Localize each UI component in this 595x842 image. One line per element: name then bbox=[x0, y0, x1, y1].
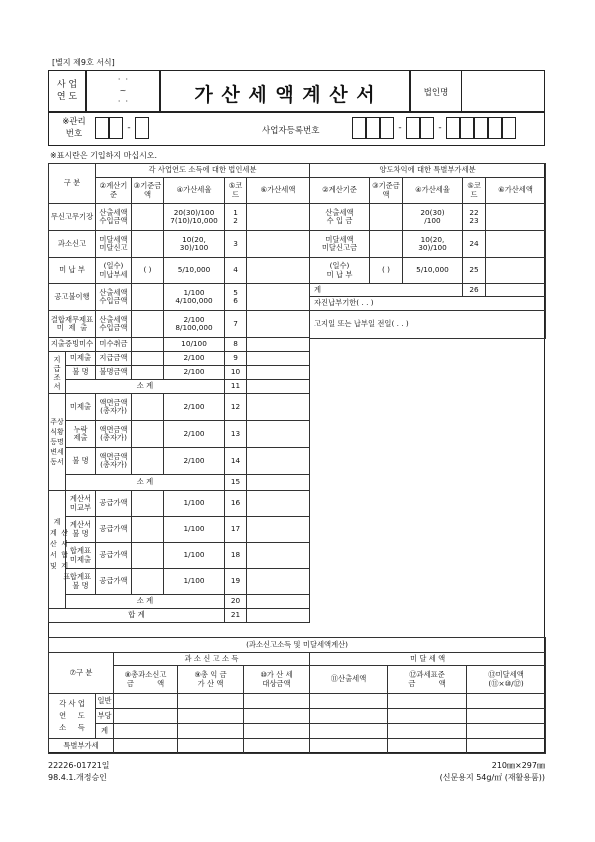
group-payment-statement: 지 급 조 서 bbox=[49, 352, 66, 394]
table-cell: 계산서 미교부 bbox=[66, 491, 96, 517]
input-cell[interactable] bbox=[388, 739, 467, 754]
table-cell: 2/100 bbox=[164, 421, 225, 448]
table-cell: ⑬미달세액 (⑪×⑩/⑫) bbox=[467, 666, 546, 694]
input-cell[interactable] bbox=[486, 284, 546, 297]
table-cell: 공급가액 bbox=[96, 543, 132, 569]
table-cell: 3 bbox=[225, 231, 247, 258]
table-cell: 미제출 bbox=[66, 352, 96, 366]
table-cell: ④가산세율 bbox=[403, 178, 463, 204]
input-cell[interactable] bbox=[132, 491, 164, 517]
table-cell: ⑫과세표준 금 액 bbox=[388, 666, 467, 694]
table-cell: ⑩가 산 세 대상금액 bbox=[244, 666, 310, 694]
input-cell[interactable] bbox=[247, 231, 310, 258]
table-cell: 공급가액 bbox=[96, 517, 132, 543]
input-cell[interactable] bbox=[178, 709, 244, 724]
table-cell: 20(30)/100 7(10)/10,000 bbox=[164, 204, 225, 231]
group-invoice: 계 계 산 산 서 서 합 및 계 표 bbox=[49, 491, 66, 609]
table-cell: 10/100 bbox=[164, 338, 225, 352]
table-cell: 5/10,000 bbox=[164, 258, 225, 284]
col-tax: ⑥가산세액 bbox=[247, 178, 310, 204]
table-row bbox=[49, 284, 310, 311]
input-cell[interactable] bbox=[486, 258, 546, 284]
input-cell[interactable] bbox=[247, 284, 310, 311]
table-cell: 20(30) /100 bbox=[403, 204, 463, 231]
input-cell[interactable] bbox=[114, 724, 178, 739]
input-cell[interactable] bbox=[244, 694, 310, 709]
table-cell: 4 bbox=[225, 258, 247, 284]
input-cell[interactable] bbox=[247, 475, 310, 491]
table-row bbox=[49, 739, 546, 754]
table-cell: (일수) 미납부세 bbox=[96, 258, 132, 284]
notice-date[interactable]: 고지일 또는 납부일 전일( . . ) bbox=[310, 311, 546, 339]
table-cell: 누락 제출 bbox=[66, 421, 96, 448]
input-cell[interactable] bbox=[247, 517, 310, 543]
table-cell: 14 bbox=[225, 448, 247, 475]
year-value-field[interactable]: · · ~ · · bbox=[117, 75, 129, 106]
paper-size: 210㎜×297㎜ bbox=[491, 761, 545, 770]
special-surtax-table bbox=[309, 163, 546, 339]
table-row bbox=[49, 517, 310, 543]
table-cell: 공급가액 bbox=[96, 491, 132, 517]
table-cell: 소 계 bbox=[66, 595, 225, 609]
bottom-title: (과소신고소득 및 미달세액계산) bbox=[49, 638, 546, 653]
table-cell: 10(20, 30)/100 bbox=[403, 231, 463, 258]
table-cell: 미 납 부 bbox=[49, 258, 96, 284]
table-cell: ③기준금액 bbox=[370, 178, 403, 204]
input-cell[interactable] bbox=[244, 724, 310, 739]
table-row bbox=[49, 204, 310, 231]
input-cell[interactable] bbox=[132, 543, 164, 569]
col-rate: ④가산세율 bbox=[164, 178, 225, 204]
input-cell[interactable] bbox=[132, 366, 164, 380]
input-cell[interactable] bbox=[247, 569, 310, 595]
table-cell: 25 bbox=[463, 258, 486, 284]
input-cell[interactable] bbox=[247, 609, 310, 623]
input-cell[interactable] bbox=[247, 595, 310, 609]
table-row bbox=[49, 231, 310, 258]
form-code: 22226-01721일 98.4.1.개정승인 bbox=[48, 761, 110, 782]
table-cell: 산출세액 수입금액 bbox=[96, 311, 132, 338]
input-cell[interactable] bbox=[244, 709, 310, 724]
table-cell: 불 명 bbox=[66, 366, 96, 380]
table-cell: 13 bbox=[225, 421, 247, 448]
table-cell: 1 2 bbox=[225, 204, 247, 231]
table-row bbox=[49, 338, 310, 352]
input-cell[interactable] bbox=[486, 231, 546, 258]
input-cell[interactable] bbox=[370, 204, 403, 231]
table-cell: 계 bbox=[310, 284, 463, 297]
table-cell: 미수취금 bbox=[96, 338, 132, 352]
input-cell[interactable] bbox=[132, 394, 164, 421]
input-cell[interactable] bbox=[247, 204, 310, 231]
table-cell: 8 bbox=[225, 338, 247, 352]
table-cell: 부당 bbox=[96, 709, 114, 724]
input-cell[interactable] bbox=[132, 448, 164, 475]
form-label: [별지 제9호 서식] bbox=[52, 58, 115, 67]
table-row bbox=[49, 569, 310, 595]
input-cell[interactable] bbox=[178, 694, 244, 709]
table-cell: 7 bbox=[225, 311, 247, 338]
page-title: 가 산 세 액 계 산 서 bbox=[194, 84, 376, 106]
table-cell: ⑥가산세액 bbox=[486, 178, 546, 204]
table-cell: 2/100 bbox=[164, 352, 225, 366]
table-row bbox=[49, 448, 310, 475]
table-cell: 공고불이행 bbox=[49, 284, 96, 311]
table-cell: 1/100 bbox=[164, 569, 225, 595]
table-row-total bbox=[49, 609, 310, 623]
table-row bbox=[49, 724, 546, 739]
table-row bbox=[49, 366, 310, 380]
table-row bbox=[49, 352, 310, 366]
table-cell: 과소신고 bbox=[49, 231, 96, 258]
input-cell[interactable] bbox=[132, 517, 164, 543]
input-cell[interactable] bbox=[247, 448, 310, 475]
table-cell: 10(20, 30)/100 bbox=[164, 231, 225, 258]
table-cell: 12 bbox=[225, 394, 247, 421]
table-row bbox=[310, 258, 546, 284]
table-cell: 미 달 세 액 bbox=[310, 653, 546, 666]
input-cell[interactable] bbox=[370, 231, 403, 258]
input-cell[interactable] bbox=[247, 338, 310, 352]
table-cell: 합계표 불 명 bbox=[66, 569, 96, 595]
input-cell[interactable] bbox=[247, 352, 310, 366]
table-cell: 합 계 bbox=[49, 609, 225, 623]
table-cell: 특별부가세 bbox=[49, 739, 114, 754]
table-cell: 19 bbox=[225, 569, 247, 595]
table-cell: 2/100 8/100,000 bbox=[164, 311, 225, 338]
table-cell: ⑧총과소신고 금 액 bbox=[114, 666, 178, 694]
paper-spec: (신문용지 54g/㎡ (재활용품)) bbox=[439, 773, 545, 782]
table-cell: 산출세액 수 입 금 bbox=[310, 204, 370, 231]
input-cell[interactable] bbox=[310, 724, 388, 739]
input-cell[interactable] bbox=[467, 694, 546, 709]
table-cell: 지급금액 bbox=[96, 352, 132, 366]
table-cell: 1/100 bbox=[164, 517, 225, 543]
table-cell: 계 bbox=[96, 724, 114, 739]
table-row bbox=[49, 709, 546, 724]
input-cell[interactable] bbox=[132, 569, 164, 595]
input-cell[interactable] bbox=[247, 311, 310, 338]
input-cell[interactable] bbox=[467, 739, 546, 754]
input-cell[interactable] bbox=[247, 366, 310, 380]
table-cell: 소 계 bbox=[66, 475, 225, 491]
table-cell: 미달세액 미달신고 bbox=[96, 231, 132, 258]
table-cell: 2/100 bbox=[164, 448, 225, 475]
input-cell[interactable] bbox=[310, 694, 388, 709]
input-cell[interactable] bbox=[247, 394, 310, 421]
input-cell[interactable] bbox=[247, 543, 310, 569]
table-cell: 26 bbox=[463, 284, 486, 297]
table-cell: 22 23 bbox=[463, 204, 486, 231]
input-cell[interactable] bbox=[132, 231, 164, 258]
input-cell[interactable]: ( ) bbox=[370, 258, 403, 284]
input-cell[interactable] bbox=[132, 204, 164, 231]
table-cell: 산출세액 수입금액 bbox=[96, 204, 132, 231]
table-cell: 10 bbox=[225, 366, 247, 380]
table-cell: ⑪산출세액 bbox=[310, 666, 388, 694]
input-cell[interactable] bbox=[310, 739, 388, 754]
table-cell: 9 bbox=[225, 352, 247, 366]
table-cell: 16 bbox=[225, 491, 247, 517]
table-row bbox=[49, 491, 310, 517]
table-cell: 과 소 신 고 소 득 bbox=[114, 653, 310, 666]
col-base: ②계산기준 bbox=[96, 178, 132, 204]
corporate-tax-table bbox=[48, 163, 310, 623]
table-cell: 11 bbox=[225, 380, 247, 394]
input-cell[interactable] bbox=[486, 204, 546, 231]
biz-reg-label: 사업자등록번호 bbox=[262, 126, 320, 136]
table-cell: 18 bbox=[225, 543, 247, 569]
table-cell: 공급가액 bbox=[96, 569, 132, 595]
table-row bbox=[310, 204, 546, 231]
table-row bbox=[49, 694, 546, 709]
table-cell: ⑦구 분 bbox=[49, 653, 114, 694]
table-row bbox=[49, 421, 310, 448]
input-cell[interactable]: ( ) bbox=[132, 258, 164, 284]
table-cell: ⑨총 익 금 가 산 액 bbox=[178, 666, 244, 694]
col-gubun: 구 분 bbox=[49, 164, 96, 204]
table-cell: 1/100 4/100,000 bbox=[164, 284, 225, 311]
table-cell: 2/100 bbox=[164, 366, 225, 380]
biz-reg-field[interactable]: - - bbox=[352, 117, 516, 139]
table-cell: 5 6 bbox=[225, 284, 247, 311]
instruction-note: ※표시란은 기입하지 마십시오. bbox=[50, 151, 158, 160]
table-cell: 결합재무제표 미 제 출 bbox=[49, 311, 96, 338]
table-row bbox=[49, 475, 310, 491]
table-cell: 액면금액 (총자가) bbox=[96, 421, 132, 448]
input-cell[interactable] bbox=[247, 380, 310, 394]
table-cell: 5/10,000 bbox=[403, 258, 463, 284]
self-payment-due[interactable]: 자진납부기한( . . ) bbox=[310, 297, 546, 311]
input-cell[interactable] bbox=[388, 724, 467, 739]
input-cell[interactable] bbox=[388, 694, 467, 709]
table-row bbox=[49, 394, 310, 421]
input-cell[interactable] bbox=[132, 311, 164, 338]
table-cell: (일수) 미 납 부 bbox=[310, 258, 370, 284]
input-cell[interactable] bbox=[114, 694, 178, 709]
table-cell: 1/100 bbox=[164, 491, 225, 517]
mgmt-number-label: ※관리 번호 bbox=[62, 117, 86, 139]
input-cell[interactable] bbox=[114, 709, 178, 724]
table-cell: 불명금액 bbox=[96, 366, 132, 380]
table-cell: 15 bbox=[225, 475, 247, 491]
table-row bbox=[49, 543, 310, 569]
table-cell: 21 bbox=[225, 609, 247, 623]
input-cell[interactable] bbox=[247, 421, 310, 448]
left-section-title: 각 사업연도 소득에 대한 법인세분 bbox=[96, 164, 310, 178]
table-cell: ⑤코드 bbox=[463, 178, 486, 204]
input-cell[interactable] bbox=[247, 258, 310, 284]
underreport-calc-table bbox=[48, 637, 546, 754]
input-cell[interactable] bbox=[244, 739, 310, 754]
input-cell[interactable] bbox=[310, 709, 388, 724]
corp-name-label: 법인명 bbox=[423, 88, 449, 98]
table-row bbox=[49, 258, 310, 284]
table-cell: 각 사 업 연 도 소 득 bbox=[49, 694, 96, 739]
corp-name-field[interactable] bbox=[462, 70, 545, 112]
table-cell: 합계표 미제출 bbox=[66, 543, 96, 569]
table-cell: 17 bbox=[225, 517, 247, 543]
input-cell[interactable] bbox=[132, 421, 164, 448]
table-row bbox=[49, 311, 310, 338]
input-cell[interactable] bbox=[132, 338, 164, 352]
table-cell: 미제출 bbox=[66, 394, 96, 421]
input-cell[interactable] bbox=[388, 709, 467, 724]
table-cell: 불 명 bbox=[66, 448, 96, 475]
col-code: ⑤코드 bbox=[225, 178, 247, 204]
group-stock-change: 주상 식황 등명 변세 동서 bbox=[49, 394, 66, 491]
table-cell: 2/100 bbox=[164, 394, 225, 421]
year-label: 사 업 연 도 bbox=[56, 80, 78, 102]
table-cell: 액면금액 (총자가) bbox=[96, 448, 132, 475]
input-cell[interactable] bbox=[178, 739, 244, 754]
table-row bbox=[310, 284, 546, 297]
table-cell: 소 계 bbox=[66, 380, 225, 394]
table-cell: 일반 bbox=[96, 694, 114, 709]
mgmt-number-field[interactable]: - bbox=[95, 117, 149, 139]
table-cell: 무신고무기장 bbox=[49, 204, 96, 231]
input-cell[interactable] bbox=[132, 352, 164, 366]
right-section-title: 양도차익에 대한 특별부가세분 bbox=[310, 164, 546, 178]
input-cell[interactable] bbox=[467, 724, 546, 739]
input-cell[interactable] bbox=[467, 709, 546, 724]
input-cell[interactable] bbox=[178, 724, 244, 739]
table-cell: 액면금액 (총자가) bbox=[96, 394, 132, 421]
table-cell: 계산서 불 명 bbox=[66, 517, 96, 543]
input-cell[interactable] bbox=[114, 739, 178, 754]
input-cell[interactable] bbox=[247, 491, 310, 517]
table-cell: 24 bbox=[463, 231, 486, 258]
table-cell: ②계산기준 bbox=[310, 178, 370, 204]
table-cell: 산출세액 수입금액 bbox=[96, 284, 132, 311]
col-std: ③기준금액 bbox=[132, 178, 164, 204]
table-cell: 20 bbox=[225, 595, 247, 609]
table-cell: 지출증빙미수 bbox=[49, 338, 96, 352]
table-row bbox=[310, 231, 546, 258]
table-cell: 1/100 bbox=[164, 543, 225, 569]
table-cell: 미달세액 미달신고금 bbox=[310, 231, 370, 258]
table-row bbox=[49, 380, 310, 394]
input-cell[interactable] bbox=[132, 284, 164, 311]
table-row bbox=[49, 595, 310, 609]
